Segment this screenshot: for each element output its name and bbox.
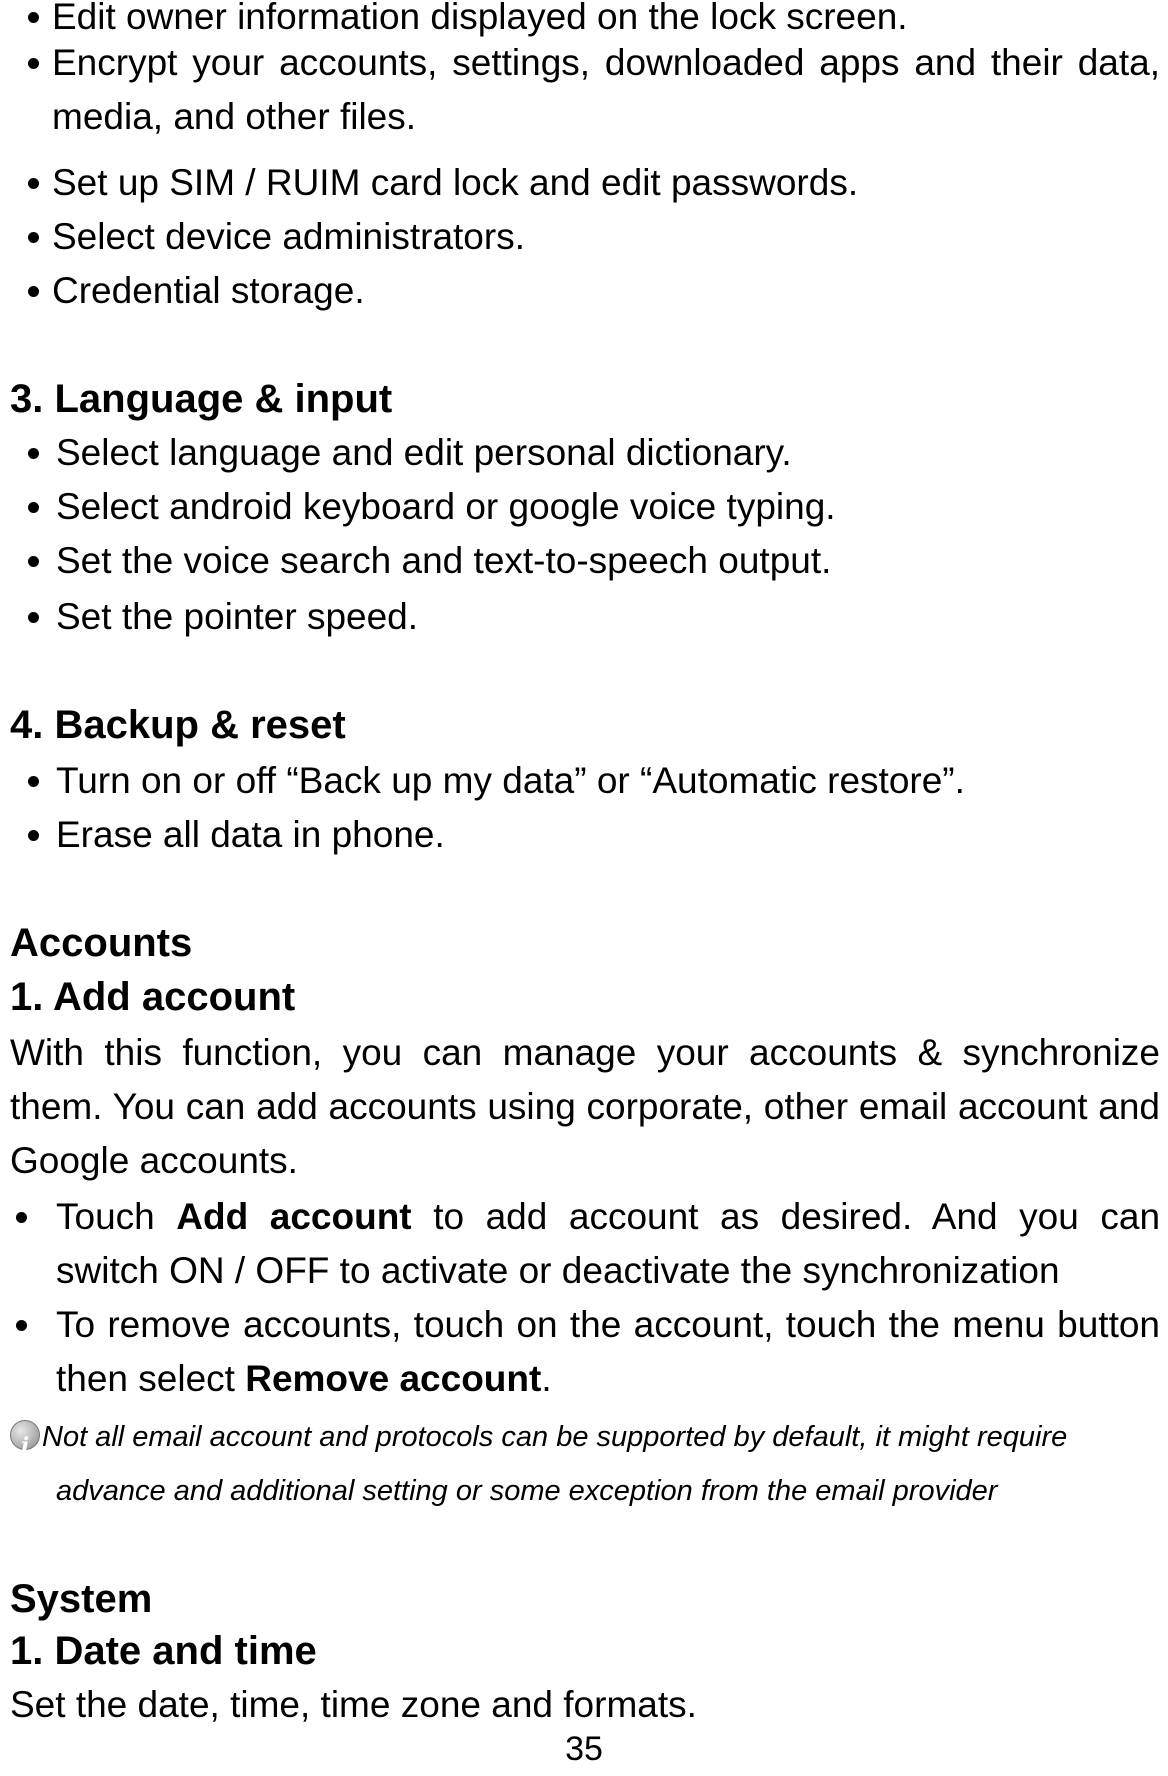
add-account-emphasis: Add account [176,1196,412,1237]
bullet-icon [28,12,39,23]
bullet-icon [16,1320,27,1331]
bullet-icon [16,1212,27,1223]
bullet-icon [28,612,39,623]
subsection-heading-date-time: 1. Date and time [10,1629,317,1673]
subsection-heading-add-account: 1. Add account [10,975,296,1019]
bullet-icon [28,232,39,243]
list-item-text: Select language and edit personal dictionary. [56,432,792,473]
list-item-text: Set the voice search and text-to-speech output. [56,540,832,581]
bullet-icon [28,556,39,567]
accounts-paragraph: With this function, you can manage your accounts & synchronize them. You can add accounts using corporate, other email account and Google accounts. [10,1032,1160,1181]
list-item-text: Erase all data in phone. [56,814,445,855]
list-item-text: To remove accounts, touch on the account, touch the menu button then select Remove account. [56,1304,1160,1399]
note-line-2: advance and additional setting or some exception from the email provider [56,1475,998,1507]
note [10,1410,1160,1464]
list-item-text: Edit owner information displayed on the lock screen. [52,0,908,37]
bullet-icon [28,502,39,513]
bullet-icon [28,58,39,69]
list-item-text: Set the pointer speed. [56,596,419,637]
list-item-text: Touch Add account to add account as desired. And you can switch ON / OFF to activate or deactivate the synchronization [56,1196,1161,1291]
list-item-text: Turn on or off “Back up my data” or “Automatic restore”. [56,760,965,801]
section-title-system: System [10,1577,153,1621]
note-line-1: Not all email account and protocols can be supported by default, it might require [42,1421,1068,1453]
date-time-text: Set the date, time, time zone and formats. [10,1684,697,1725]
page-number: 35 [565,1730,603,1768]
bullet-icon [28,286,39,297]
bullet-icon [28,448,39,459]
list-item-text: Credential storage. [52,270,365,311]
remove-account-emphasis: Remove account [245,1358,542,1399]
list-item-text: Encrypt your accounts, settings, downloaded apps and their data, media, and other files. [52,42,1160,137]
list-item-text: Select device administrators. [52,216,525,257]
bullet-icon [28,830,39,841]
section-title-accounts: Accounts [10,921,193,965]
list-item-text: Set up SIM / RUIM card lock and edit passwords. [52,162,859,203]
section-heading-language: 3. Language & input [10,377,393,421]
bullet-icon [28,776,39,787]
list-item-text: Select android keyboard or google voice typing. [56,486,836,527]
info-icon [10,1420,40,1450]
bullet-icon [28,178,39,189]
section-heading-backup: 4. Backup & reset [10,703,346,747]
